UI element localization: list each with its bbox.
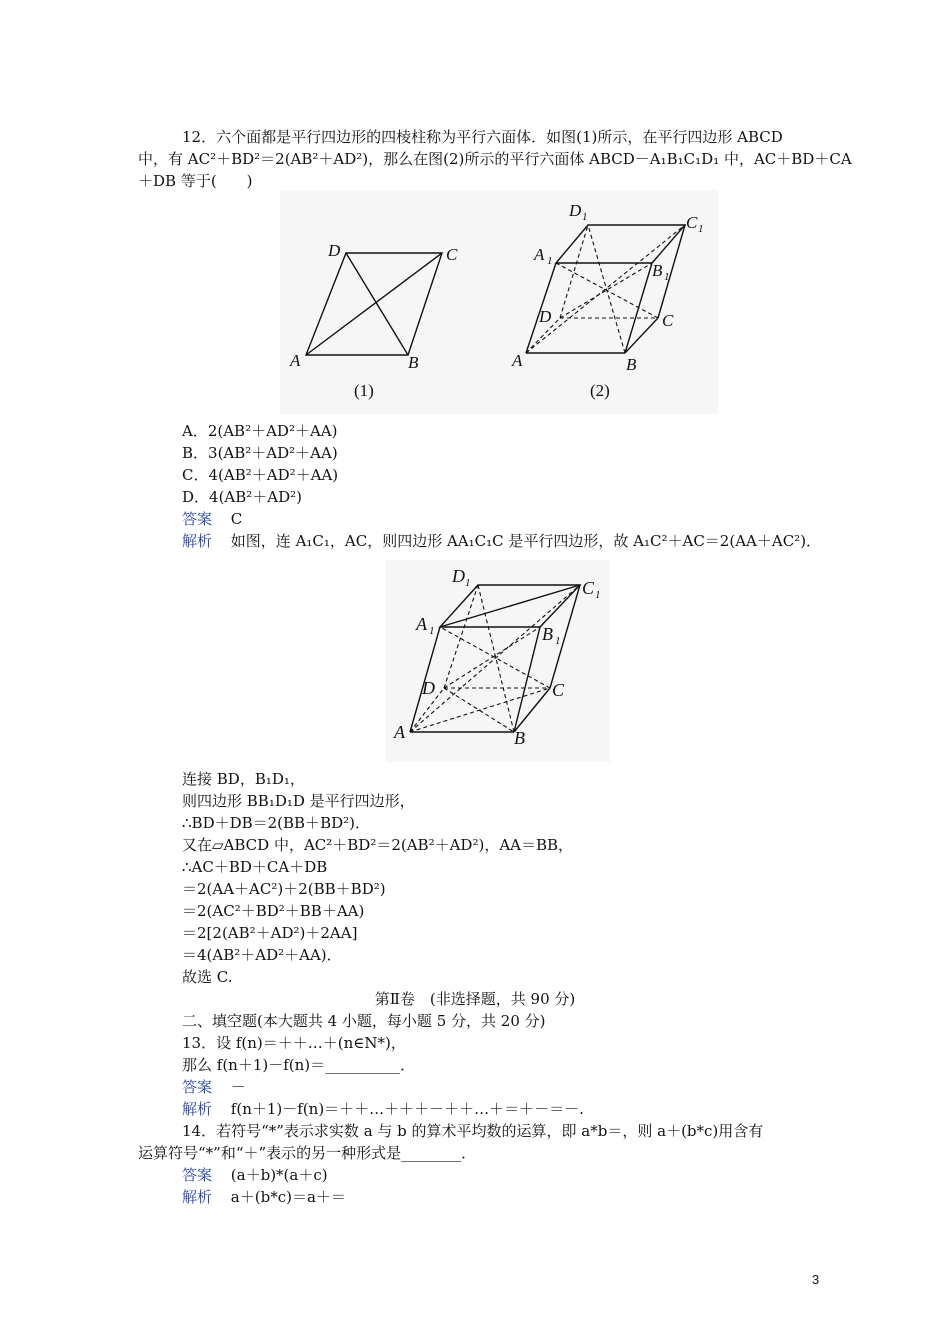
- answer-label: 答案: [182, 1166, 213, 1184]
- fig2-label-c1: C: [686, 213, 698, 232]
- fig2-label-a: A: [512, 351, 523, 370]
- section-title: 第Ⅱ卷 (非选择题，共 90 分): [374, 990, 576, 1008]
- step-line: ∴AC＋BD＋CA＋DB: [182, 858, 328, 876]
- fig2-label-b1: B: [652, 261, 663, 280]
- step-line: ∴BD＋DB＝2(BB＋BD²)．: [182, 814, 370, 832]
- fill-in-header: 二、填空题(本大题共 4 小题，每小题 5 分，共 20 分): [182, 1012, 546, 1030]
- fig2-label-d1-sub: 1: [582, 211, 588, 223]
- q12-line-3: ＋DB 等于( ): [138, 172, 253, 190]
- option-a: A．2(AB²＋AD²＋AA): [182, 422, 338, 440]
- fig1-caption: (1): [354, 381, 374, 400]
- step-line: 连接 BD，B₁D₁，: [182, 770, 305, 788]
- answer-12: [182, 508, 242, 530]
- answer-14: [182, 1164, 328, 1186]
- analysis-13: [182, 1098, 584, 1120]
- q13-line-2: 那么 f(n＋1)－f(n)＝__________．: [182, 1056, 416, 1074]
- fig1-label-c: C: [446, 245, 458, 264]
- fig3-label-c1: C: [582, 578, 595, 598]
- q14-line-1: 14．若符号“*”表示求实数 a 与 b 的算术平均数的运算，即 a*b＝，则 a＋(b*c)用含有: [182, 1122, 764, 1140]
- fig2-label-d: D: [539, 307, 552, 326]
- fig2-label-b1-sub: 1: [664, 271, 670, 283]
- step-line: ＝2(AA＋AC²)＋2(BB＋BD²): [182, 880, 386, 898]
- analysis-text: a＋(b*c)＝a＋＝: [230, 1188, 346, 1206]
- answer-value: (a＋b)*(a＋c): [230, 1166, 328, 1184]
- q12-line-2: 中，有 AC²＋BD²＝2(AB²＋AD²)，那么在图(2)所示的平行六面体 ABCD－A₁B₁C₁D₁ 中，AC＋BD＋CA: [138, 150, 852, 168]
- fig1-label-b: B: [408, 353, 419, 372]
- fig2-label-a1-sub: 1: [547, 255, 553, 267]
- step-line: ＝4(AB²＋AD²＋AA)．: [182, 946, 342, 964]
- fig3-label-b1-sub: 1: [555, 635, 561, 647]
- analysis-label: 解析: [182, 1100, 213, 1118]
- analysis-label: 解析: [182, 1188, 213, 1206]
- fig2-label-a1: A: [534, 245, 545, 264]
- fig2-label-d1: D: [569, 201, 582, 220]
- answer-label: 答案: [182, 1078, 213, 1096]
- fig3-label-a1: A: [416, 614, 427, 634]
- answer-value: C: [230, 510, 243, 528]
- page-number: 3: [812, 1272, 820, 1287]
- q13-line-1: 13．设 f(n)＝＋＋…＋(n∈N*)，: [182, 1034, 406, 1052]
- analysis-label: 解析: [182, 532, 213, 550]
- option-b: B．3(AB²＋AD²＋AA): [182, 444, 338, 462]
- fig3-label-b1: B: [542, 624, 553, 644]
- answer-label: 答案: [182, 510, 213, 528]
- answer-value: －: [230, 1078, 246, 1096]
- fig3-label-d: D: [422, 678, 435, 698]
- step-line: 又在▱ABCD 中，AC²＋BD²＝2(AB²＋AD²)，AA＝BB，: [182, 836, 574, 854]
- option-d: D．4(AB²＋AD²): [182, 488, 303, 506]
- step-line: 故选 C.: [182, 968, 233, 986]
- analysis-text: f(n＋1)－f(n)＝＋＋…＋＋＋－＋＋…＋＝＋－＝－.: [230, 1100, 584, 1118]
- fig3-label-c1-sub: 1: [595, 589, 601, 601]
- answer-13: [182, 1076, 246, 1098]
- fig3-label-c: C: [552, 680, 565, 700]
- fig2-caption: (2): [590, 381, 610, 400]
- fig3-label-b: B: [514, 728, 525, 748]
- figure-parallelepiped-diagonals: [386, 560, 610, 762]
- q12-line-1: 12．六个面都是平行四边形的四棱柱称为平行六面体．如图(1)所示，在平行四边形 ABCD: [182, 128, 783, 146]
- option-c: C．4(AB²＋AD²＋AA): [182, 466, 339, 484]
- fig1-label-a: A: [290, 351, 301, 370]
- step-line: ＝2[2(AB²＋AD²)＋2AA]: [182, 924, 358, 942]
- fig3-label-d1-sub: 1: [465, 577, 471, 589]
- step-line: 则四边形 BB₁D₁D 是平行四边形，: [182, 792, 415, 810]
- fig2-label-b: B: [626, 355, 637, 374]
- step-line: ＝2(AC²＋BD²＋BB＋AA): [182, 902, 365, 920]
- figure-parallelogram-and-parallelepiped: [280, 190, 718, 414]
- fig2-label-c1-sub: 1: [698, 223, 704, 235]
- analysis-12: [182, 530, 821, 552]
- fig1-label-d: D: [328, 241, 341, 260]
- fig3-label-a: A: [394, 722, 405, 742]
- analysis-text: 如图，连 A₁C₁，AC，则四边形 AA₁C₁C 是平行四边形，故 A₁C²＋AC＝2(AA＋AC²)．: [230, 532, 822, 550]
- analysis-14: [182, 1186, 346, 1208]
- q14-line-2: 运算符号“*”和“＋”表示的另一种形式是________．: [138, 1144, 477, 1162]
- fig3-label-a1-sub: 1: [429, 625, 435, 637]
- fig3-label-d1: D: [452, 566, 465, 586]
- fig2-label-c: C: [662, 311, 674, 330]
